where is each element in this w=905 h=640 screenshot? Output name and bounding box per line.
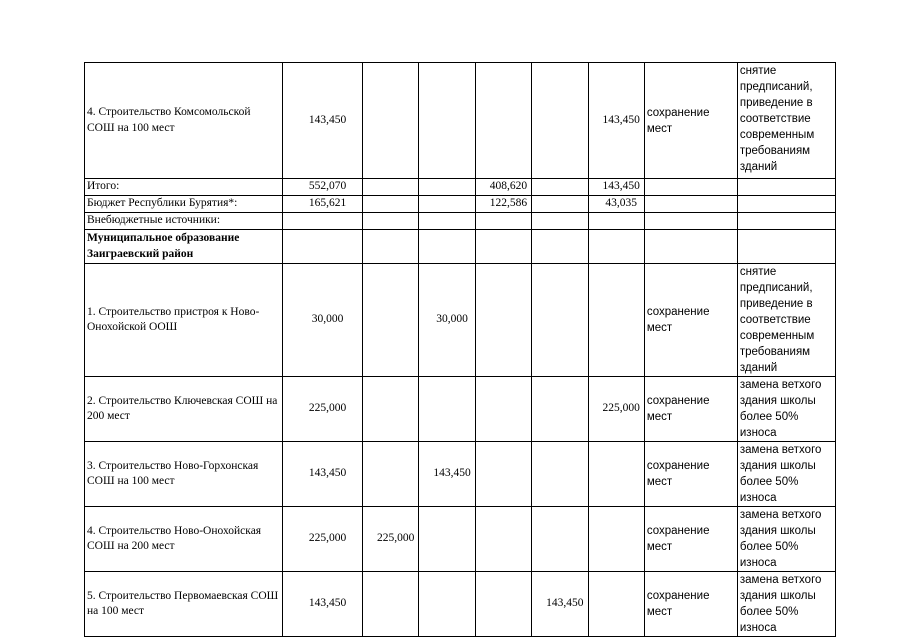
cell-year-4 xyxy=(532,264,588,377)
cell-year-4 xyxy=(532,507,588,572)
cell-justification: замена ветхого здания школы более 50% износа xyxy=(737,507,835,572)
cell-total: 165,621 xyxy=(283,196,363,213)
cell-year-5: 225,000 xyxy=(588,377,644,442)
row-name: 2. Строительство Ключевская СОШ на 200 мест xyxy=(85,377,283,442)
section-heading: Муниципальное образование Заиграевский район xyxy=(85,230,283,264)
cell-year-5 xyxy=(588,507,644,572)
cell-year-3: 408,620 xyxy=(475,179,531,196)
cell-year-5: 143,450 xyxy=(588,63,644,179)
cell-year-2 xyxy=(419,196,475,213)
cell-year-2 xyxy=(419,572,475,637)
cell-year-1 xyxy=(363,63,419,179)
cell-justification xyxy=(737,230,835,264)
table-row xyxy=(85,196,836,213)
row-name: Бюджет Республики Бурятия*: xyxy=(85,196,283,213)
cell-year-4 xyxy=(532,442,588,507)
cell-year-2 xyxy=(419,230,475,264)
cell-effect: сохранение мест xyxy=(644,507,737,572)
cell-justification xyxy=(737,179,835,196)
cell-total: 225,000 xyxy=(283,377,363,442)
table-row xyxy=(85,213,836,230)
cell-effect xyxy=(644,196,737,213)
cell-year-3: 122,586 xyxy=(475,196,531,213)
cell-year-3 xyxy=(475,213,531,230)
cell-year-3 xyxy=(475,507,531,572)
cell-year-3 xyxy=(475,377,531,442)
cell-year-2 xyxy=(419,213,475,230)
cell-year-3 xyxy=(475,230,531,264)
table-row xyxy=(85,230,836,264)
row-name: Итого: xyxy=(85,179,283,196)
cell-justification xyxy=(737,213,835,230)
cell-year-2 xyxy=(419,377,475,442)
cell-year-4 xyxy=(532,63,588,179)
cell-effect xyxy=(644,230,737,264)
cell-year-1 xyxy=(363,213,419,230)
cell-year-1 xyxy=(363,179,419,196)
cell-year-1 xyxy=(363,264,419,377)
row-name: Внебюджетные источники: xyxy=(85,213,283,230)
cell-total: 143,450 xyxy=(283,442,363,507)
cell-effect: сохранение мест xyxy=(644,377,737,442)
table-row xyxy=(85,179,836,196)
cell-total: 225,000 xyxy=(283,507,363,572)
row-name: 4. Строительство Ново-Онохойская СОШ на 200 мест xyxy=(85,507,283,572)
cell-total xyxy=(283,230,363,264)
cell-year-1 xyxy=(363,230,419,264)
table-row xyxy=(85,572,836,637)
cell-effect: сохранение мест xyxy=(644,63,737,179)
cell-year-5 xyxy=(588,230,644,264)
cell-total: 552,070 xyxy=(283,179,363,196)
cell-justification: снятие предписаний, приведение в соответствие современным требованиям зданий xyxy=(737,264,835,377)
cell-year-5 xyxy=(588,442,644,507)
row-name: 3. Строительство Ново-Горхонская СОШ на 100 мест xyxy=(85,442,283,507)
table-row xyxy=(85,507,836,572)
cell-year-5: 43,035 xyxy=(588,196,644,213)
cell-justification: замена ветхого здания школы более 50% износа xyxy=(737,377,835,442)
cell-year-2: 30,000 xyxy=(419,264,475,377)
cell-year-1: 225,000 xyxy=(363,507,419,572)
row-name: 5. Строительство Первомаевская СОШ на 100 мест xyxy=(85,572,283,637)
cell-total: 30,000 xyxy=(283,264,363,377)
cell-year-5 xyxy=(588,264,644,377)
cell-year-4 xyxy=(532,230,588,264)
cell-year-3 xyxy=(475,264,531,377)
cell-year-5 xyxy=(588,572,644,637)
cell-total: 143,450 xyxy=(283,572,363,637)
cell-year-2 xyxy=(419,507,475,572)
cell-year-5: 143,450 xyxy=(588,179,644,196)
cell-effect xyxy=(644,213,737,230)
cell-year-2 xyxy=(419,63,475,179)
cell-year-2 xyxy=(419,179,475,196)
table-row xyxy=(85,63,836,179)
table-row xyxy=(85,442,836,507)
cell-total: 143,450 xyxy=(283,63,363,179)
cell-justification: замена ветхого здания школы более 50% износа xyxy=(737,572,835,637)
table-row xyxy=(85,264,836,377)
cell-justification: снятие предписаний, приведение в соответствие современным требованиям зданий xyxy=(737,63,835,179)
cell-year-3 xyxy=(475,442,531,507)
cell-total xyxy=(283,213,363,230)
row-name: 1. Строительство пристроя к Ново-Онохойской ООШ xyxy=(85,264,283,377)
cell-year-4 xyxy=(532,213,588,230)
cell-justification: замена ветхого здания школы более 50% износа xyxy=(737,442,835,507)
cell-year-3 xyxy=(475,572,531,637)
cell-effect: сохранение мест xyxy=(644,264,737,377)
cell-year-2: 143,450 xyxy=(419,442,475,507)
cell-year-4 xyxy=(532,377,588,442)
cell-year-1 xyxy=(363,196,419,213)
cell-year-5 xyxy=(588,213,644,230)
cell-year-4: 143,450 xyxy=(532,572,588,637)
cell-year-3 xyxy=(475,63,531,179)
row-name: 4. Строительство Комсомольской СОШ на 100 мест xyxy=(85,63,283,179)
cell-year-1 xyxy=(363,572,419,637)
cell-year-4 xyxy=(532,196,588,213)
cell-effect: сохранение мест xyxy=(644,572,737,637)
cell-year-4 xyxy=(532,179,588,196)
budget-table xyxy=(84,62,836,637)
cell-justification xyxy=(737,196,835,213)
cell-effect: сохранение мест xyxy=(644,442,737,507)
cell-year-1 xyxy=(363,377,419,442)
cell-year-1 xyxy=(363,442,419,507)
table-row xyxy=(85,377,836,442)
cell-effect xyxy=(644,179,737,196)
